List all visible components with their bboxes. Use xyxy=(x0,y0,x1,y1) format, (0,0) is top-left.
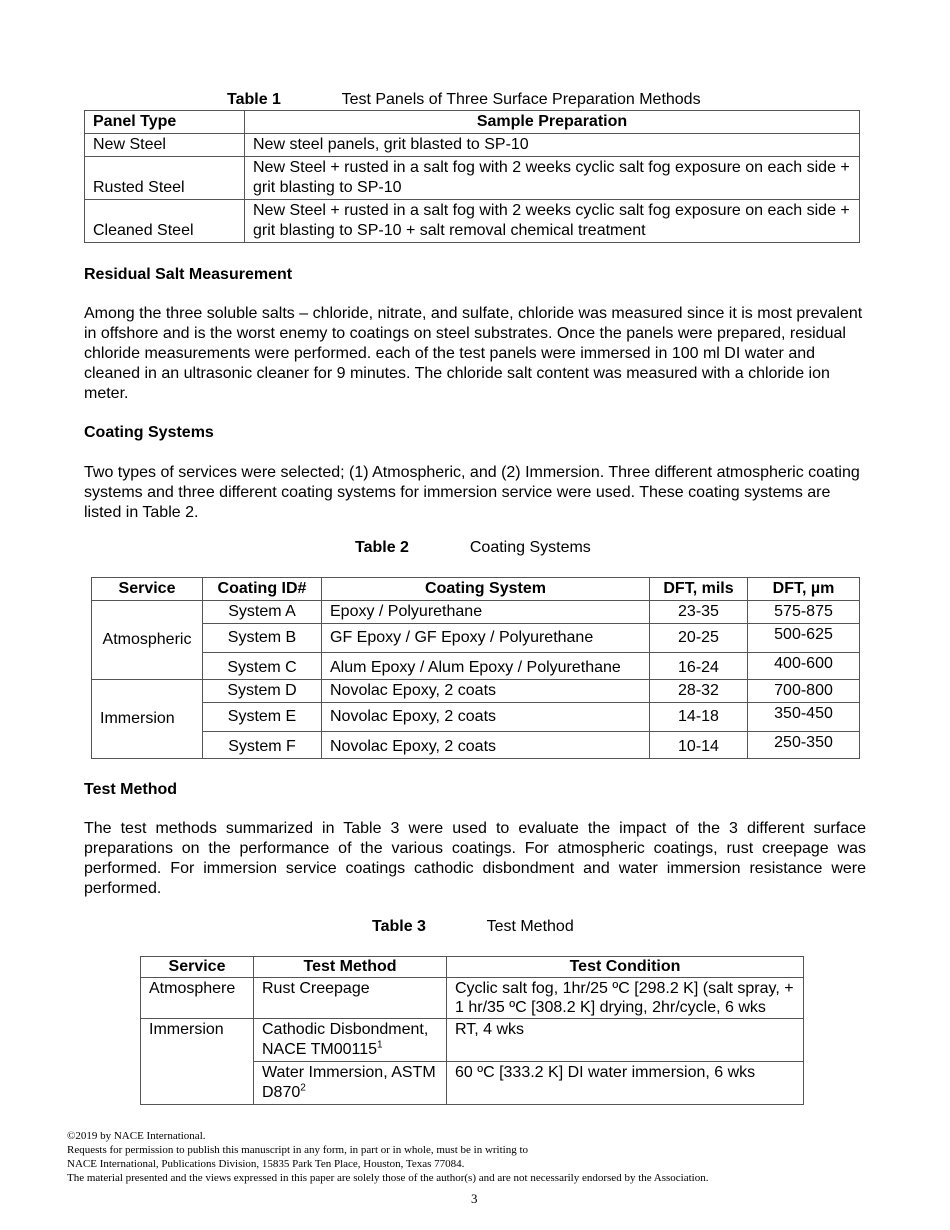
table2-header-row xyxy=(92,578,860,601)
table-row xyxy=(92,680,860,703)
table2-header-service: Service xyxy=(92,578,203,601)
table3-header-row xyxy=(141,957,804,978)
table-cell: 16-24 xyxy=(650,653,748,680)
table3-header-service: Service xyxy=(141,957,254,978)
section-heading-residual-salt: Residual Salt Measurement xyxy=(84,266,293,283)
table-cell: Cyclic salt fog, 1hr/25 ºC [298.2 K] (salt spray, + 1 hr/35 ºC [308.2 K] drying, 2hr/cycle, 6 wks xyxy=(447,978,804,1019)
table3-label: Table 3 xyxy=(372,918,426,935)
paragraph-test-method: The test methods summarized in Table 3 were used to evaluate the impact of the 3 different surface preparations on the performance of the various coatings. For atmospheric coatings, rust creepage was performed. For immersion service coatings cathodic disbondment and water immersion resistance were performed. xyxy=(84,820,866,897)
paragraph-residual-salt: Among the three soluble salts – chloride, nitrate, and sulfate, chloride was measured since it is most prevalent in offshore and is the worst enemy to coatings on steel substrates. Once the panels were prepared, residual chloride measurements were performed. each of the test panels were immersed in 100 ml DI water and cleaned in an ultrasonic cleaner for 9 minutes. The chloride salt content was measured with a chloride ion meter. xyxy=(84,305,863,402)
table3-title: Test Method xyxy=(486,918,574,935)
footer-address: NACE International, Publications Division, 15835 Park Ten Place, Houston, Texas 77084. xyxy=(67,1158,465,1170)
table-row xyxy=(141,1019,804,1062)
table-cell: 28-32 xyxy=(650,680,748,703)
table2 xyxy=(91,577,860,759)
table1 xyxy=(84,110,860,243)
table1-header-sample-prep: Sample Preparation xyxy=(245,111,860,134)
table2-title: Coating Systems xyxy=(469,539,591,556)
table-cell: Cleaned Steel xyxy=(85,200,245,243)
table2-service-atmospheric: Atmospheric xyxy=(92,601,203,680)
table-cell: 575-875 xyxy=(748,601,860,624)
table-cell: System A xyxy=(203,601,322,624)
table-cell: Epoxy / Polyurethane xyxy=(322,601,650,624)
table-row xyxy=(92,732,860,759)
table-cell: System B xyxy=(203,624,322,653)
table-cell xyxy=(254,1019,447,1062)
table-row xyxy=(92,624,860,653)
table-cell: Rusted Steel xyxy=(85,157,245,200)
reference-superscript: 2 xyxy=(300,1082,306,1094)
table-cell: 400-600 xyxy=(748,653,860,680)
table-cell: Rust Creepage xyxy=(254,978,447,1019)
table-row xyxy=(92,703,860,732)
table-cell: 20-25 xyxy=(650,624,748,653)
table-cell: 60 ºC [333.2 K] DI water immersion, 6 wks xyxy=(447,1062,804,1105)
table-cell: 250-350 xyxy=(748,732,860,759)
footer-copyright: ©2019 by NACE International. xyxy=(67,1130,206,1142)
table3-header-test-condition: Test Condition xyxy=(447,957,804,978)
table-cell: Atmosphere xyxy=(141,978,254,1019)
table-cell: System C xyxy=(203,653,322,680)
method-text: Water Immersion, ASTM D870 xyxy=(262,1064,436,1101)
table-cell: Immersion xyxy=(141,1019,254,1105)
table-cell: Novolac Epoxy, 2 coats xyxy=(322,703,650,732)
table2-header-dft-mils: DFT, mils xyxy=(650,578,748,601)
table-row xyxy=(92,653,860,680)
table1-label: Table 1 xyxy=(227,91,281,108)
table-cell: System E xyxy=(203,703,322,732)
table3-header-test-method: Test Method xyxy=(254,957,447,978)
method-text-digit: 5 xyxy=(368,1041,378,1058)
table-cell: New steel panels, grit blasted to SP-10 xyxy=(245,134,860,157)
footer-disclaimer: The material presented and the views expressed in this paper are solely those of the author(s) and are not necessarily endorsed by the Association. xyxy=(67,1172,709,1184)
paragraph-coating-systems: Two types of services were selected; (1) Atmospheric, and (2) Immersion. Three different atmospheric coating systems and three different coating systems for immersion service were used. These coating systems are listed in Table 2. xyxy=(84,464,860,521)
table-row xyxy=(85,134,860,157)
table-cell: GF Epoxy / GF Epoxy / Polyurethane xyxy=(322,624,650,653)
section-heading-coating-systems: Coating Systems xyxy=(84,424,214,441)
table2-service-immersion: Immersion xyxy=(92,680,203,759)
table-cell: New Steel + rusted in a salt fog with 2 weeks cyclic salt fog exposure on each side + grit blasting to SP-10 xyxy=(245,157,860,200)
table2-header-coating-id: Coating ID# xyxy=(203,578,322,601)
table-cell: 23-35 xyxy=(650,601,748,624)
table-row xyxy=(92,601,860,624)
table2-label: Table 2 xyxy=(355,539,409,556)
footer-permission: Requests for permission to publish this manuscript in any form, in part or in whole, must be in writing to xyxy=(67,1144,529,1156)
table-cell: 500-625 xyxy=(748,624,860,653)
table3 xyxy=(140,956,804,1105)
table3-caption xyxy=(372,918,574,936)
table-cell: 350-450 xyxy=(748,703,860,732)
table-cell: New Steel + rusted in a salt fog with 2 weeks cyclic salt fog exposure on each side + grit blasting to SP-10 + salt removal chemical treatment xyxy=(245,200,860,243)
section-heading-test-method: Test Method xyxy=(84,781,178,798)
table-cell: 700-800 xyxy=(748,680,860,703)
table-row xyxy=(85,157,860,200)
table-row xyxy=(141,978,804,1019)
table1-header-panel-type: Panel Type xyxy=(85,111,245,134)
table1-caption xyxy=(227,91,701,109)
table-cell: 14-18 xyxy=(650,703,748,732)
table-row xyxy=(85,200,860,243)
table-cell xyxy=(254,1062,447,1105)
table-cell: Novolac Epoxy, 2 coats xyxy=(322,680,650,703)
table2-header-coating-system: Coating System xyxy=(322,578,650,601)
table1-title: Test Panels of Three Surface Preparation Methods xyxy=(341,91,701,108)
table-cell: RT, 4 wks xyxy=(447,1019,804,1062)
table-cell: Alum Epoxy / Alum Epoxy / Polyurethane xyxy=(322,653,650,680)
reference-superscript: 1 xyxy=(377,1039,383,1051)
table2-caption xyxy=(355,539,591,557)
table-cell: 10-14 xyxy=(650,732,748,759)
footer xyxy=(67,1129,708,1185)
page-number: 3 xyxy=(471,1191,478,1206)
table-cell: New Steel xyxy=(85,134,245,157)
table-cell: System D xyxy=(203,680,322,703)
method-text: Cathodic Disbondment, NACE TM0011 xyxy=(262,1021,429,1058)
table-cell: Novolac Epoxy, 2 coats xyxy=(322,732,650,759)
table-cell: System F xyxy=(203,732,322,759)
table1-header-row xyxy=(85,111,860,134)
table2-header-dft-um: DFT, µm xyxy=(748,578,860,601)
